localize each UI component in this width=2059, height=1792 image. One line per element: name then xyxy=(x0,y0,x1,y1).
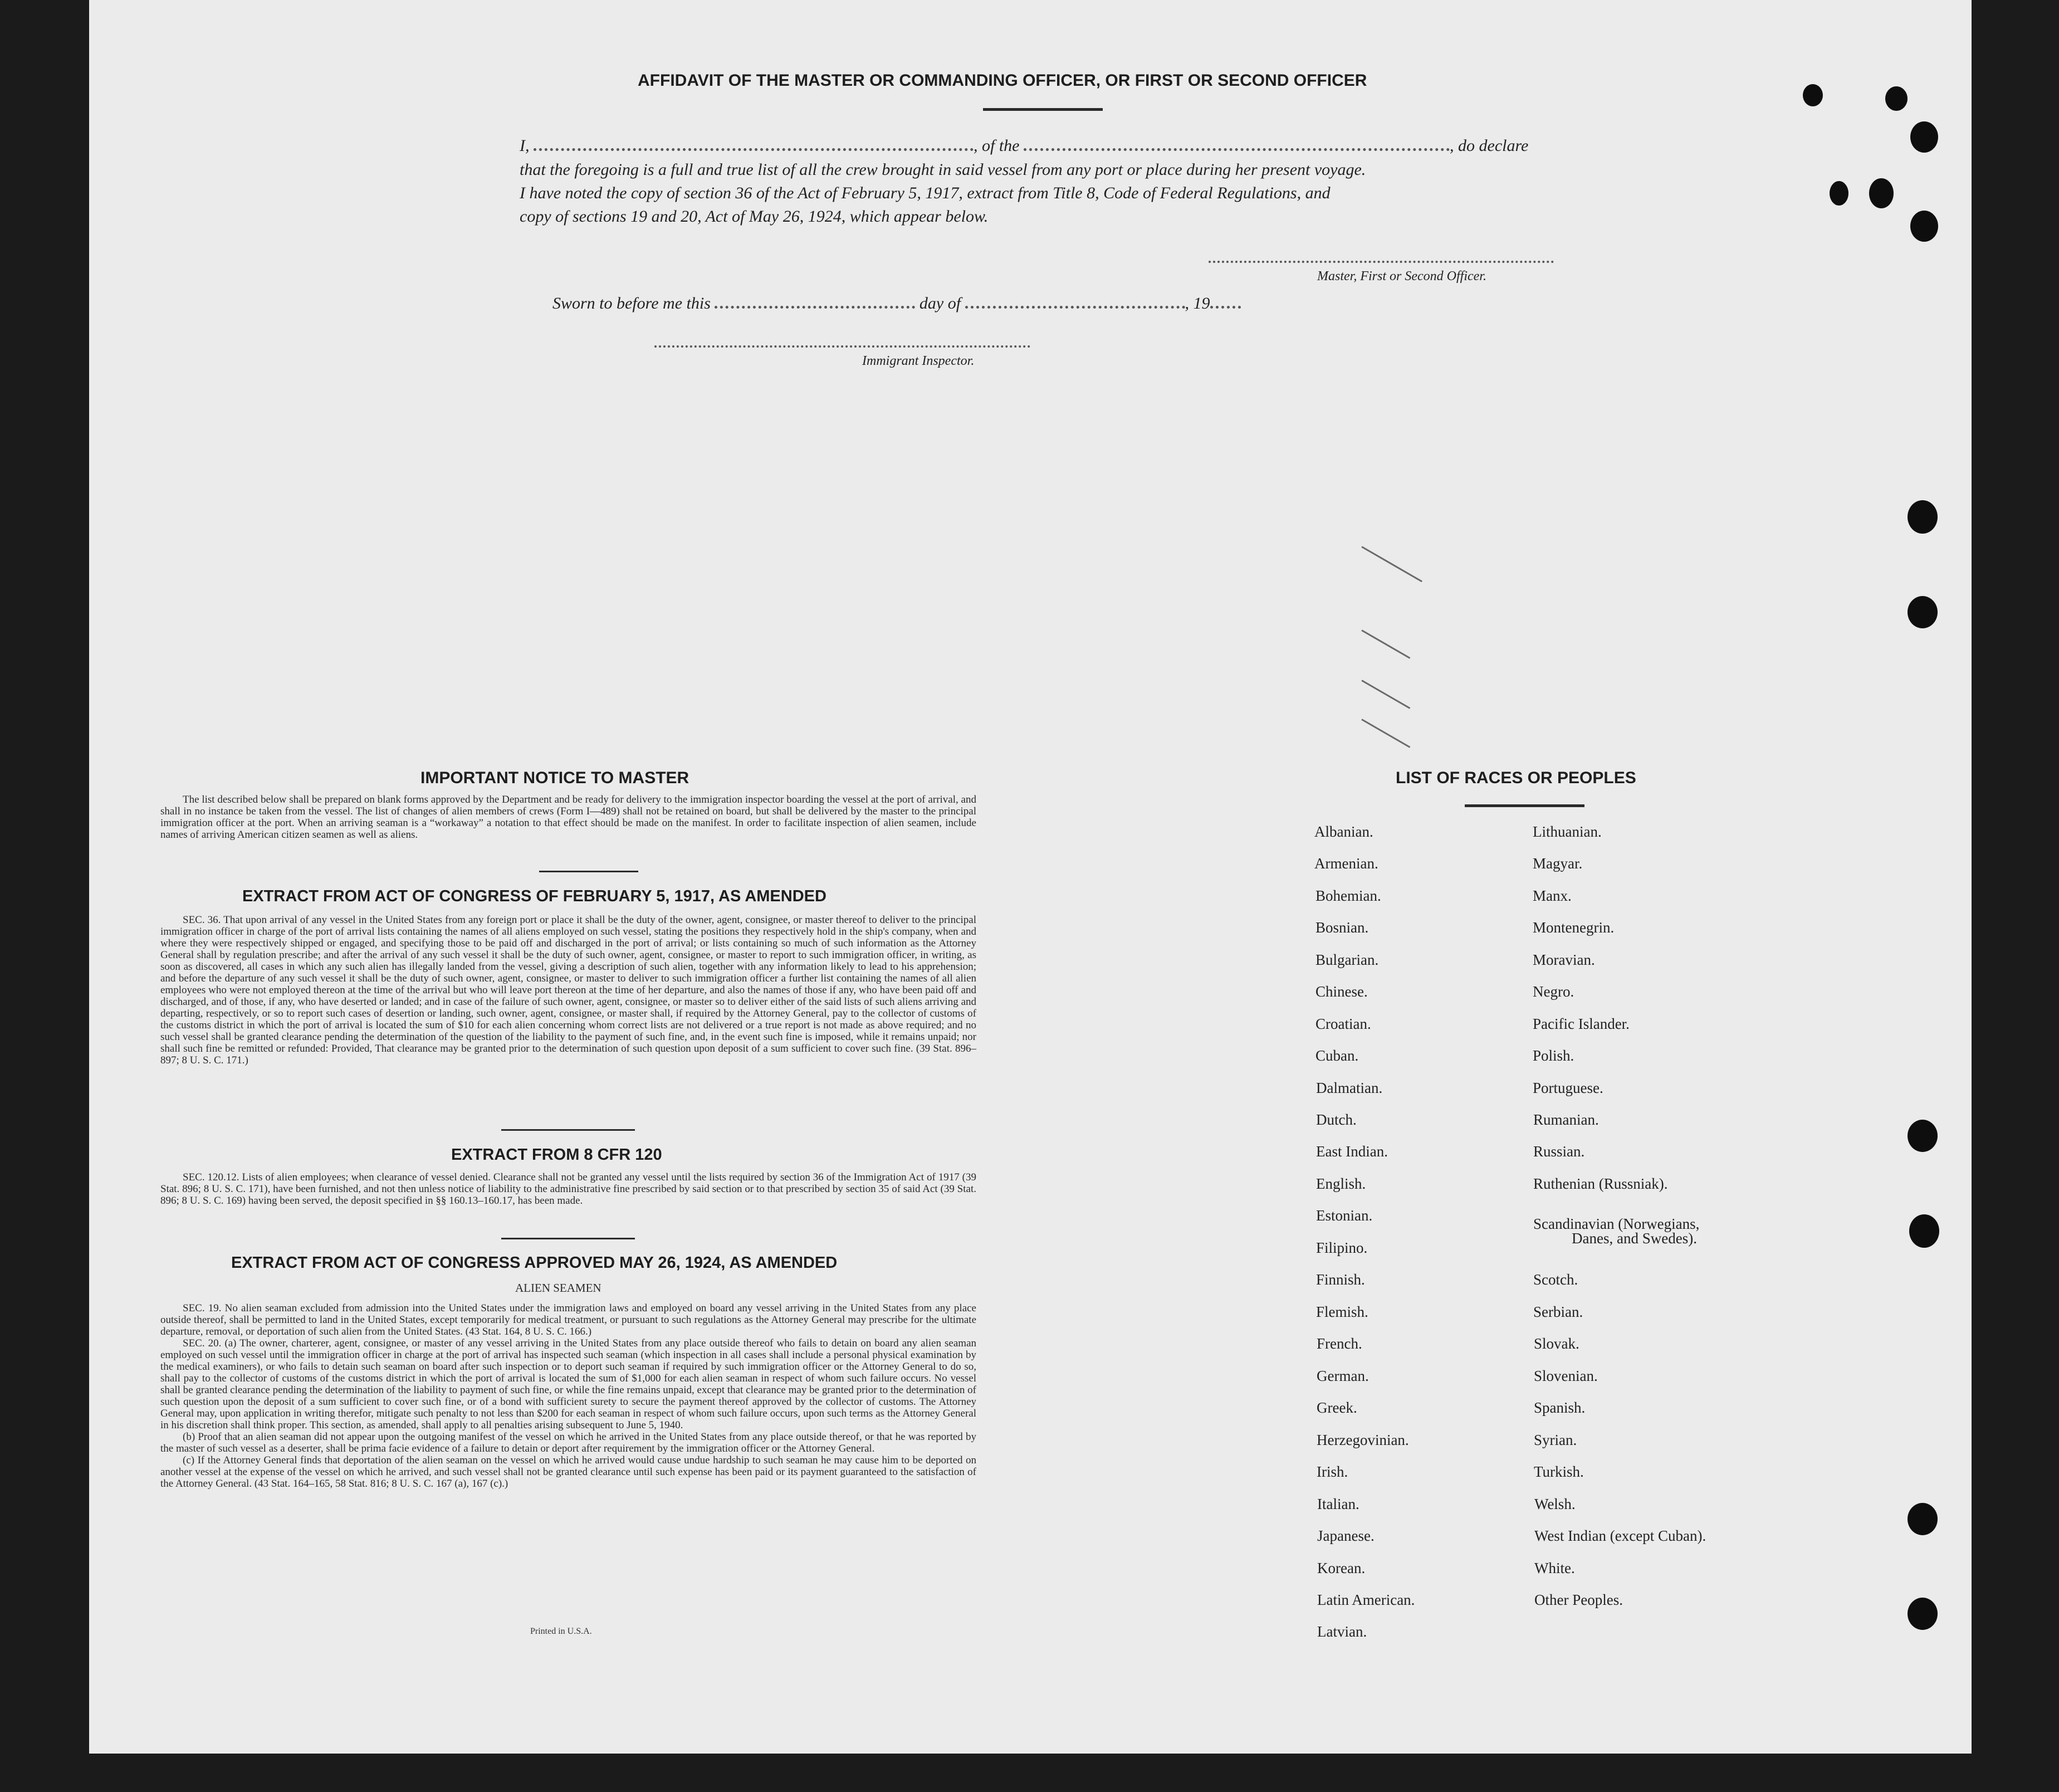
section-36-paragraph: SEC. 36. That upon arrival of any vessel in the United States from any foreign port or place it shall be the duty of the owner, agent, consignee, or master thereof to deliver to the principal immigration officer in charge of the port of arrival lists containing the names of all aliens employed on such vessel, stating the positions they respectively hold in the ship's company, when and where they were respectively shipped or engaged, and specifying those to be paid off and discharged in the port of arrival; or lists containing so much of such information as the Attorney General shall by regulation prescribe; and after the arrival of any such vessel it shall be the duty of such owner, agent, consignee, or master to report to such immigration officer, in writing, as soon as discovered, all cases in which any such alien has illegally landed from the vessel, giving a description of such alien, together with any information likely to lead to his apprehension; and before the departure of any such vessel it shall be the duty of such owner, agent, consignee, or master to deliver to such immigration officer a further list containing the names of all alien employees who were not employed thereon at the time of the arrival but who will leave port thereon at the time of her departure, and also the names of those if any, who have been paid off and discharged, and of those, if any, who have deserted or landed; and in case of the failure of such owner, agent, consignee, or master so to deliver either of the said lists of such aliens arriving and departing, respectively, or so to report such cases of desertion or landing, such owner, agent, consignee, or master shall, if required by the Attorney General, pay to the collector of customs of the customs district in which the port of arrival is located the sum of $10 for each alien concerning whom correct lists are not delivered or a true report is not made as above required; and no such vessel shall be granted clearance pending the determination of the question of the liability to the payment of such fine, and, in the event such fine is imposed, while it remains unpaid; nor shall such fine be remitted or refunded: Provided, That clearance may be granted prior to the determination of such question upon deposit of a sum sufficient to cover such fine. (39 Stat. 896–897; 8 U. S. C. 171.) xyxy=(160,914,976,1066)
race-left: Japanese. xyxy=(1317,1527,1375,1544)
day-of-label: day of xyxy=(919,294,961,312)
of-the-label: , of the xyxy=(974,136,1020,155)
race-left: Korean. xyxy=(1317,1560,1366,1576)
extract-cfr-rule xyxy=(501,1238,635,1239)
race-left: Latvian. xyxy=(1317,1623,1367,1640)
extract-cfr-title: EXTRACT FROM 8 CFR 120 xyxy=(451,1146,662,1164)
declaration-line-3: I have noted the copy of section 36 of the Act of February 5, 1917, extract from Title 8, Code of Federal Regulations, and xyxy=(520,184,1331,202)
race-right: West Indian (except Cuban). xyxy=(1534,1527,1706,1544)
race-right: Spanish. xyxy=(1534,1399,1586,1416)
do-declare-label: , do declare xyxy=(1450,136,1529,155)
extract-1917-rule xyxy=(501,1129,635,1131)
races-title: LIST OF RACES OR PEOPLES xyxy=(1396,769,1636,787)
punch-hole xyxy=(1885,86,1908,111)
section-120-12-paragraph: SEC. 120.12. Lists of alien employees; when clearance of vessel denied. Clearance shall not be granted any vessel until the lists required by section 36 of the Immigration Act of 1917 (39 Stat. 896; 8 U. S. C. 171), have been furnished, and not then unless notice of liability to the administrative fine prescribed by said section or to that prescribed by section 35 of said Act (39 Stat. 896; 8 U. S. C. 169) having been served, the deposit specified in §§ 160.13–160.17, has been made. xyxy=(160,1171,976,1207)
printed-in-usa: Printed in U.S.A. xyxy=(530,1627,592,1636)
race-left: Filipino. xyxy=(1316,1239,1368,1256)
race-left: French. xyxy=(1317,1335,1362,1352)
inspector-signature-line[interactable] xyxy=(654,345,1030,348)
declaration-line-2: that the foregoing is a full and true list of all the crew brought in said vessel from any port or place during her present voyage. xyxy=(520,160,1366,179)
race-left: English. xyxy=(1316,1175,1366,1192)
race-left: Flemish. xyxy=(1316,1303,1368,1320)
race-right: Scotch. xyxy=(1533,1271,1578,1288)
name-blank[interactable] xyxy=(534,144,974,151)
race-right: Russian. xyxy=(1533,1143,1585,1160)
race-right: Montenegrin. xyxy=(1533,919,1615,936)
race-right: Slovenian. xyxy=(1534,1368,1598,1384)
race-right: Slovak. xyxy=(1534,1335,1579,1352)
extract-1924-text xyxy=(160,1302,976,1490)
race-right: Turkish. xyxy=(1534,1463,1584,1480)
inspector-signature-caption: Immigrant Inspector. xyxy=(862,354,975,368)
race-right: Pacific Islander. xyxy=(1533,1015,1630,1032)
punch-hole xyxy=(1803,84,1823,106)
race-right: Manx. xyxy=(1533,887,1572,904)
sworn-year-blank[interactable] xyxy=(1210,301,1241,309)
race-left: Finnish. xyxy=(1316,1271,1365,1288)
form-sheet xyxy=(89,0,1972,1754)
notice-title: IMPORTANT NOTICE TO MASTER xyxy=(420,769,689,787)
race-left: Cuban. xyxy=(1315,1047,1359,1064)
notice-text xyxy=(160,794,976,841)
master-signature-caption: Master, First or Second Officer. xyxy=(1317,269,1486,284)
section-20c-paragraph: (c) If the Attorney General finds that deportation of the alien seaman on the vessel on which he arrived would cause undue hardship to such seaman he may cause him to be deported on another vessel at the expense of the vessel on which he arrived, and such vessel shall not be granted clearance until such expense has been paid or its payment guaranteed to the satisfaction of the Attorney General. (43 Stat. 164–165, 58 Stat. 816; 8 U. S. C. 167 (a), 167 (c).) xyxy=(160,1454,976,1490)
race-left: Estonian. xyxy=(1316,1207,1373,1224)
i-label: I, xyxy=(520,136,530,155)
sworn-month-blank[interactable] xyxy=(965,301,1185,309)
race-left: Albanian. xyxy=(1314,823,1373,840)
race-right: Moravian. xyxy=(1533,951,1595,968)
race-left: Bosnian. xyxy=(1315,919,1369,936)
punch-hole xyxy=(1909,1214,1939,1248)
punch-hole xyxy=(1908,500,1938,534)
notice-rule xyxy=(539,871,638,872)
extract-1917-title: EXTRACT FROM ACT OF CONGRESS OF FEBRUARY 5, 1917, AS AMENDED xyxy=(242,887,826,905)
extract-cfr-text xyxy=(160,1171,976,1207)
extract-1924-title: EXTRACT FROM ACT OF CONGRESS APPROVED MAY 26, 1924, AS AMENDED xyxy=(231,1254,838,1272)
punch-hole xyxy=(1908,1598,1938,1630)
race-left: Armenian. xyxy=(1314,855,1378,872)
punch-hole xyxy=(1869,178,1894,208)
race-left: Italian. xyxy=(1317,1496,1359,1512)
race-left: Latin American. xyxy=(1317,1591,1415,1608)
sworn-day-blank[interactable] xyxy=(715,301,915,309)
declaration-line-4: copy of sections 19 and 20, Act of May 26, 1924, which appear below. xyxy=(520,207,989,226)
sworn-line xyxy=(552,294,1241,313)
race-left: East Indian. xyxy=(1316,1143,1388,1160)
race-left: Bulgarian. xyxy=(1315,951,1379,968)
race-right: Polish. xyxy=(1533,1047,1574,1064)
race-right: Syrian. xyxy=(1534,1432,1577,1448)
race-left: Croatian. xyxy=(1315,1015,1371,1032)
race-right: Ruthenian (Russniak). xyxy=(1533,1175,1668,1192)
punch-hole xyxy=(1908,1120,1938,1152)
race-right: White. xyxy=(1534,1560,1575,1576)
notice-paragraph: The list described below shall be prepared on blank forms approved by the Department and be ready for delivery to the immigration inspector boarding the vessel at the port of arrival, and shall in no instance be taken from the vessel. The list of changes of alien members of crews (Form I—489) shall not be retained on board, but shall be delivered by the master to the principal immigration officer at the port. When an arriving seaman is a “workaway” a notation to that effect should be made on the manifest. In order to facilitate inspection of alien seamen, include names of arriving American citizen seamen as well as aliens. xyxy=(160,794,976,841)
section-20b-paragraph: (b) Proof that an alien seaman did not appear upon the outgoing manifest of the vessel on which he arrived in the United States from any place outside thereof, or that he was reported by the master of such vessel as a deserter, shall be prima facie evidence of a failure to detain or deport after requirement by the immigration officer or the Attorney General. xyxy=(160,1431,976,1454)
race-right: Welsh. xyxy=(1534,1496,1576,1512)
sworn-label: Sworn to before me this xyxy=(552,294,711,312)
race-left: Chinese. xyxy=(1315,983,1368,1000)
race-right: Lithuanian. xyxy=(1533,823,1602,840)
section-19-paragraph: SEC. 19. No alien seaman excluded from admission into the United States under the immigration laws and employed on board any vessel arriving in the United States from any place outside thereof, shall be permitted to land in the United States, except temporarily for medical treatment, or pursuant to such regulations as the Attorney General may prescribe for the ultimate departure, removal, or deportation of such alien from the United States. (43 Stat. 164, 8 U. S. C. 166.) xyxy=(160,1302,976,1337)
race-right: Scandinavian (Norwegians, xyxy=(1533,1215,1700,1232)
race-left: Irish. xyxy=(1317,1463,1348,1480)
extract-1917-text xyxy=(160,914,976,1066)
race-right: Other Peoples. xyxy=(1534,1591,1623,1608)
alien-seamen-subtitle: ALIEN SEAMEN xyxy=(515,1281,601,1295)
punch-hole xyxy=(1910,121,1938,153)
race-left: Herzegovinian. xyxy=(1317,1432,1409,1448)
race-right: Danes, and Swedes). xyxy=(1572,1230,1697,1247)
race-left: Dalmatian. xyxy=(1316,1080,1383,1096)
vessel-blank[interactable] xyxy=(1024,144,1450,151)
punch-hole xyxy=(1908,596,1938,628)
punch-hole xyxy=(1830,181,1848,206)
year-label: , 19 xyxy=(1185,294,1210,312)
race-right: Negro. xyxy=(1533,983,1574,1000)
race-right: Magyar. xyxy=(1533,855,1583,872)
race-right: Rumanian. xyxy=(1533,1111,1599,1128)
race-left: Dutch. xyxy=(1316,1111,1357,1128)
master-signature-line[interactable] xyxy=(1209,261,1554,263)
race-left: Bohemian. xyxy=(1315,887,1381,904)
affidavit-title: AFFIDAVIT OF THE MASTER OR COMMANDING OFFICER, OR FIRST OR SECOND OFFICER xyxy=(638,71,1367,90)
race-right: Portuguese. xyxy=(1533,1080,1603,1096)
declaration-line-1 xyxy=(520,136,1528,155)
race-right: Serbian. xyxy=(1533,1303,1583,1320)
section-20a-paragraph: SEC. 20. (a) The owner, charterer, agent, consignee, or master of any vessel arriving in the United States from any place outside thereof who fails to detain on board any alien seaman employed on such vessel until the immigration officer in charge at the port of arrival has inspected such seaman (which inspection in all cases shall include a personal physical examination by the medical examiners), or who fails to detain such seaman on board after such inspection or to deport such seaman if required by such immigration officer or the Attorney General to do so, shall pay to the collector of customs of the customs district in which the port of arrival is located the sum of $1,000 for each alien seaman in respect of whom such failure occurs. No vessel shall be granted clearance pending the determination of the liability to payment of such fine, or while the fine remains unpaid, except that clearance may be granted prior to the determination of such question upon the deposit of a sum sufficient to cover such fine, or of a bond with sufficient surety to secure the payment thereof approved by the collector of customs. The Attorney General may, upon application in writing therefor, mitigate such penalty to not less than $200 for each seaman in respect of whom such failure occurs, upon such terms as the Attorney General in his discretion shall think proper. This section, as amended, shall apply to all penalties arising subsequent to June 5, 1940. xyxy=(160,1337,976,1431)
punch-hole xyxy=(1908,1503,1938,1535)
races-title-rule xyxy=(1465,804,1584,807)
race-left: Greek. xyxy=(1317,1399,1357,1416)
punch-hole xyxy=(1910,211,1938,242)
race-left: German. xyxy=(1317,1368,1369,1384)
affidavit-title-rule xyxy=(983,108,1103,111)
